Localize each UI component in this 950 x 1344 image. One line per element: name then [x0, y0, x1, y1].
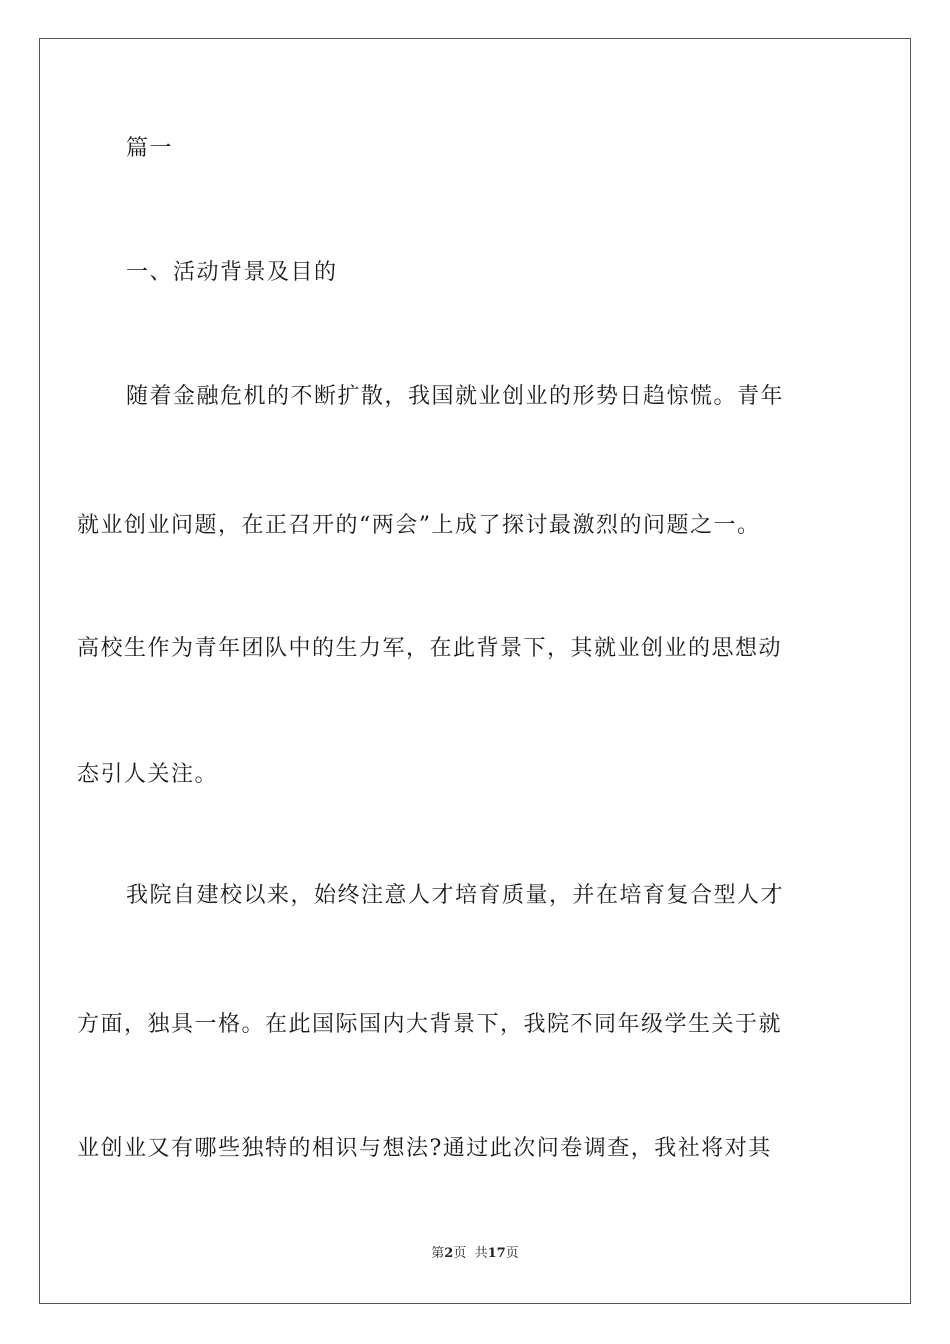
footer-page-mid: 页 共: [453, 1246, 488, 1261]
paragraph-line: 态引人关注。: [77, 762, 219, 787]
subsection-heading: 一、活动背景及目的: [126, 260, 338, 285]
paragraph-line: 随着金融危机的不断扩散，我国就业创业的形势日趋惊慌。青年: [126, 384, 785, 409]
paragraph-line: 方面，独具一格。在此国际国内大背景下，我院不同年级学生关于就: [77, 1012, 783, 1037]
page-frame: [39, 38, 911, 1304]
paragraph-line: 就业创业问题，在正召开的“两会”上成了探讨最激烈的问题之一。: [77, 513, 761, 538]
page-footer: [0, 1246, 950, 1262]
section-heading: 篇一: [126, 136, 174, 161]
footer-page-prefix: 第: [431, 1246, 445, 1261]
footer-page-suffix: 页: [505, 1246, 519, 1261]
paragraph-line: 高校生作为青年团队中的生力军，在此背景下，其就业创业的思想动: [77, 636, 783, 661]
paragraph-line: 业创业又有哪些独特的相识与想法?通过此次问卷调查，我社将对其: [77, 1136, 772, 1161]
footer-page-total: 17: [487, 1246, 506, 1261]
footer-page-current: 2: [444, 1246, 454, 1261]
paragraph-line: 我院自建校以来，始终注意人才培育质量，并在培育复合型人才: [126, 883, 785, 908]
